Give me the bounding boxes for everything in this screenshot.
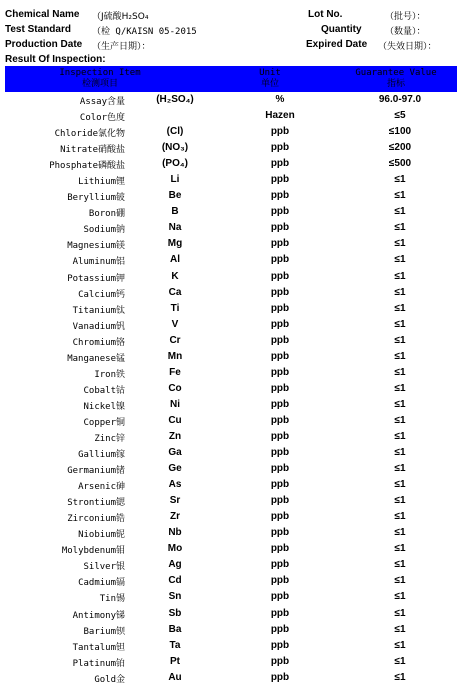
table-row bbox=[5, 462, 457, 478]
row-unit: ppb bbox=[270, 511, 290, 523]
row-symbol: As bbox=[168, 479, 182, 491]
row-item: Lithium锂 bbox=[78, 177, 125, 188]
row-item: Germanium锗 bbox=[67, 466, 125, 477]
row-unit: ppb bbox=[270, 174, 290, 186]
table-row bbox=[5, 109, 457, 125]
row-spec: ≤200 bbox=[388, 142, 412, 154]
row-item: Manganese锰 bbox=[67, 353, 125, 364]
row-symbol: Sn bbox=[168, 591, 182, 603]
row-unit: ppb bbox=[270, 158, 290, 170]
row-unit: ppb bbox=[270, 222, 290, 234]
row-item: Tantalum钽 bbox=[72, 642, 125, 653]
row-unit: ppb bbox=[270, 414, 290, 426]
row-unit: ppb bbox=[270, 527, 290, 539]
table-row bbox=[5, 542, 457, 558]
table-header bbox=[5, 66, 457, 92]
row-spec: ≤5 bbox=[394, 110, 406, 122]
row-spec: ≤1 bbox=[394, 527, 406, 539]
row-spec: ≤1 bbox=[394, 495, 406, 507]
row-item: Phosphate磷酸盐 bbox=[49, 161, 125, 172]
row-symbol: Ga bbox=[168, 447, 182, 459]
row-item: Nickel镍 bbox=[83, 401, 125, 412]
row-item: Sodium钠 bbox=[83, 225, 125, 236]
row-symbol: Li bbox=[170, 174, 180, 186]
table-row bbox=[5, 286, 457, 302]
table-row bbox=[5, 93, 457, 109]
row-symbol: Al bbox=[170, 254, 180, 266]
row-item: Chloride氯化物 bbox=[54, 129, 125, 140]
row-symbol: Ge bbox=[168, 463, 182, 475]
row-symbol: (PO₄) bbox=[162, 158, 188, 170]
row-spec: ≤1 bbox=[394, 350, 406, 362]
row-symbol: V bbox=[171, 318, 179, 330]
table-row bbox=[5, 655, 457, 671]
row-symbol: Cd bbox=[168, 575, 182, 587]
row-item: Barium钡 bbox=[83, 626, 125, 637]
table-row bbox=[5, 671, 457, 687]
row-symbol: Ca bbox=[168, 286, 182, 298]
row-item: Potassium钾 bbox=[67, 273, 125, 284]
column-header-guarantee bbox=[335, 68, 457, 90]
row-spec: ≤100 bbox=[388, 126, 412, 138]
table-row bbox=[5, 366, 457, 382]
table-row bbox=[5, 446, 457, 462]
row-spec: 96.0-97.0 bbox=[378, 94, 422, 105]
row-item: Nitrate硝酸盐 bbox=[60, 145, 125, 156]
row-spec: ≤1 bbox=[394, 575, 406, 587]
column-header-item-cn: 检测项目 bbox=[81, 79, 118, 89]
row-item: Beryllium铍 bbox=[67, 193, 125, 204]
table-row bbox=[5, 270, 457, 286]
row-spec: ≤1 bbox=[394, 222, 406, 234]
table-row bbox=[5, 430, 457, 446]
row-item: Strontium锶 bbox=[67, 498, 125, 509]
row-unit: ppb bbox=[270, 366, 290, 378]
row-symbol: Zr bbox=[170, 511, 180, 523]
row-spec: ≤1 bbox=[394, 543, 406, 555]
table-row bbox=[5, 382, 457, 398]
row-unit: ppb bbox=[270, 190, 290, 202]
row-spec: ≤1 bbox=[394, 623, 406, 635]
table-row bbox=[5, 302, 457, 318]
lot-no-label: Lot No. bbox=[308, 9, 343, 20]
row-unit: ppb bbox=[270, 334, 290, 346]
row-symbol: Au bbox=[168, 671, 182, 683]
chemical-name-value: （J硫酸H₂SO₄ bbox=[92, 12, 149, 22]
row-symbol: Fe bbox=[169, 366, 181, 378]
table-row bbox=[5, 318, 457, 334]
row-spec: ≤1 bbox=[394, 639, 406, 651]
test-standard-row bbox=[5, 24, 71, 35]
row-item: Molybdenum钼 bbox=[61, 546, 125, 557]
row-spec: ≤1 bbox=[394, 238, 406, 250]
row-symbol: Cu bbox=[168, 414, 182, 426]
table-row bbox=[5, 623, 457, 639]
row-unit: ppb bbox=[270, 575, 290, 587]
row-item: Gallium镓 bbox=[78, 450, 125, 461]
row-unit: ppb bbox=[270, 543, 290, 555]
row-symbol: Ba bbox=[168, 623, 182, 635]
row-unit: ppb bbox=[270, 591, 290, 603]
table-row bbox=[5, 526, 457, 542]
row-unit: ppb bbox=[270, 671, 290, 683]
row-symbol: Be bbox=[168, 190, 182, 202]
quantity-value: （数量）： bbox=[385, 27, 426, 37]
row-spec: ≤1 bbox=[394, 254, 406, 266]
row-spec: ≤1 bbox=[394, 430, 406, 442]
row-unit: ppb bbox=[270, 398, 290, 410]
row-unit: ppb bbox=[270, 270, 290, 282]
row-spec: ≤1 bbox=[394, 382, 406, 394]
table-row bbox=[5, 334, 457, 350]
row-unit: ppb bbox=[270, 254, 290, 266]
expired-date-label: Expired Date bbox=[306, 39, 368, 50]
row-unit: ppb bbox=[270, 639, 290, 651]
row-item: Antimony锑 bbox=[72, 610, 125, 621]
row-item: Iron铁 bbox=[94, 369, 125, 380]
row-symbol: Ag bbox=[168, 559, 182, 571]
row-unit: ppb bbox=[270, 350, 290, 362]
row-item: Chromium铬 bbox=[72, 337, 125, 348]
row-unit: Hazen bbox=[265, 110, 295, 122]
table-row bbox=[5, 398, 457, 414]
row-symbol: Mg bbox=[167, 238, 183, 250]
row-unit: ppb bbox=[270, 495, 290, 507]
row-spec: ≤1 bbox=[394, 366, 406, 378]
result-of-inspection-label: Result Of Inspection: bbox=[5, 54, 106, 65]
row-unit: ppb bbox=[270, 447, 290, 459]
row-symbol: K bbox=[171, 270, 179, 282]
row-item: Silver银 bbox=[83, 562, 125, 573]
row-spec: ≤1 bbox=[394, 655, 406, 667]
table-row bbox=[5, 494, 457, 510]
column-header-unit-cn: 单位 bbox=[260, 79, 279, 89]
row-unit: ppb bbox=[270, 126, 290, 138]
row-item: Arsenic砷 bbox=[78, 482, 125, 493]
table-row bbox=[5, 414, 457, 430]
row-unit: ppb bbox=[270, 302, 290, 314]
row-item: Magnesium镁 bbox=[67, 241, 125, 252]
row-spec: ≤1 bbox=[394, 174, 406, 186]
row-item: Aluminum铝 bbox=[72, 257, 125, 268]
production-date-row bbox=[5, 39, 82, 50]
row-spec: ≤500 bbox=[388, 158, 412, 170]
row-symbol: (NO₃) bbox=[161, 142, 189, 154]
row-unit: ppb bbox=[270, 655, 290, 667]
row-spec: ≤1 bbox=[394, 671, 406, 683]
row-unit: % bbox=[275, 94, 285, 105]
row-item: Color色度 bbox=[79, 113, 125, 124]
column-header-guarantee-en: Guarantee Value bbox=[355, 68, 437, 78]
row-symbol: Na bbox=[168, 222, 182, 234]
row-symbol: Mo bbox=[167, 543, 183, 555]
row-symbol: (H₂SO₄) bbox=[156, 94, 194, 105]
row-symbol: Ti bbox=[170, 302, 180, 314]
chemical-name-row bbox=[5, 9, 79, 20]
row-unit: ppb bbox=[270, 463, 290, 475]
table-row bbox=[5, 125, 457, 141]
row-spec: ≤1 bbox=[394, 334, 406, 346]
row-spec: ≤1 bbox=[394, 398, 406, 410]
row-unit: ppb bbox=[270, 479, 290, 491]
row-unit: ppb bbox=[270, 623, 290, 635]
chemical-name-label: Chemical Name bbox=[5, 9, 80, 20]
row-item: Calcium钙 bbox=[78, 289, 125, 300]
table-row bbox=[5, 237, 457, 253]
row-unit: ppb bbox=[270, 238, 290, 250]
row-unit: ppb bbox=[270, 318, 290, 330]
row-unit: ppb bbox=[270, 286, 290, 298]
row-item: Niobium铌 bbox=[78, 530, 125, 541]
table-row bbox=[5, 173, 457, 189]
row-unit: ppb bbox=[270, 382, 290, 394]
row-spec: ≤1 bbox=[394, 463, 406, 475]
row-item: Assay含量 bbox=[79, 97, 125, 107]
row-symbol: (Cl) bbox=[166, 126, 184, 138]
row-symbol: Pt bbox=[170, 655, 180, 667]
table-row bbox=[5, 205, 457, 221]
row-spec: ≤1 bbox=[394, 447, 406, 459]
row-spec: ≤1 bbox=[394, 206, 406, 218]
row-item: Titanium钛 bbox=[72, 305, 125, 316]
table-row bbox=[5, 590, 457, 606]
table-row bbox=[5, 607, 457, 623]
row-item: Zinc锌 bbox=[94, 433, 125, 444]
table-row bbox=[5, 141, 457, 157]
row-item: Cadmium镉 bbox=[78, 578, 125, 589]
row-spec: ≤1 bbox=[394, 270, 406, 282]
expired-date-value: （失效日期）： bbox=[378, 42, 437, 52]
row-unit: ppb bbox=[270, 206, 290, 218]
row-spec: ≤1 bbox=[394, 479, 406, 491]
row-item: Copper铜 bbox=[83, 417, 125, 428]
row-symbol: Ni bbox=[170, 398, 180, 410]
row-unit: ppb bbox=[270, 559, 290, 571]
row-symbol: Cr bbox=[169, 334, 181, 346]
row-spec: ≤1 bbox=[394, 302, 406, 314]
column-header-unit bbox=[225, 68, 315, 90]
row-symbol: Zn bbox=[168, 430, 182, 442]
table-row bbox=[5, 157, 457, 173]
row-item: Vanadium钒 bbox=[72, 321, 125, 332]
row-unit: ppb bbox=[270, 607, 290, 619]
column-header-item-en: Inspection Item bbox=[59, 68, 141, 78]
quantity-label: Quantity bbox=[321, 24, 362, 35]
column-header-item bbox=[5, 68, 195, 90]
row-spec: ≤1 bbox=[394, 591, 406, 603]
table-row bbox=[5, 574, 457, 590]
row-symbol: Co bbox=[168, 382, 182, 394]
production-date-value: （生产日期）： bbox=[92, 42, 151, 52]
column-header-guarantee-cn: 指标 bbox=[386, 79, 405, 89]
row-symbol: Sb bbox=[168, 607, 182, 619]
table-row bbox=[5, 510, 457, 526]
row-spec: ≤1 bbox=[394, 607, 406, 619]
row-item: Cobalt钴 bbox=[83, 385, 125, 396]
table-row bbox=[5, 253, 457, 269]
row-spec: ≤1 bbox=[394, 318, 406, 330]
row-spec: ≤1 bbox=[394, 559, 406, 571]
row-symbol: Sr bbox=[169, 495, 181, 507]
row-unit: ppb bbox=[270, 142, 290, 154]
production-date-label: Production Date bbox=[5, 39, 83, 50]
row-symbol: Mn bbox=[167, 350, 183, 362]
row-unit: ppb bbox=[270, 430, 290, 442]
table-row bbox=[5, 189, 457, 205]
inspection-table-body bbox=[5, 93, 457, 687]
row-item: Tin锡 bbox=[99, 594, 125, 605]
row-symbol: Ta bbox=[169, 639, 181, 651]
table-row bbox=[5, 478, 457, 494]
row-item: Boron硼 bbox=[88, 209, 125, 220]
lot-no-value: （批号）： bbox=[385, 12, 426, 22]
table-row bbox=[5, 221, 457, 237]
row-item: Zirconium锆 bbox=[67, 514, 125, 525]
test-standard-value: （检 Q/KAISN 05-2015 bbox=[92, 27, 197, 37]
table-row bbox=[5, 639, 457, 655]
row-spec: ≤1 bbox=[394, 190, 406, 202]
row-item: Gold金 bbox=[94, 674, 125, 685]
row-spec: ≤1 bbox=[394, 286, 406, 298]
row-symbol: Nb bbox=[168, 527, 182, 539]
test-standard-label: Test Standard bbox=[5, 24, 71, 35]
column-header-unit-en: Unit bbox=[259, 68, 281, 78]
table-row bbox=[5, 350, 457, 366]
row-spec: ≤1 bbox=[394, 511, 406, 523]
table-row bbox=[5, 558, 457, 574]
row-item: Platinum铂 bbox=[72, 658, 125, 669]
row-spec: ≤1 bbox=[394, 414, 406, 426]
row-symbol: B bbox=[171, 206, 179, 218]
